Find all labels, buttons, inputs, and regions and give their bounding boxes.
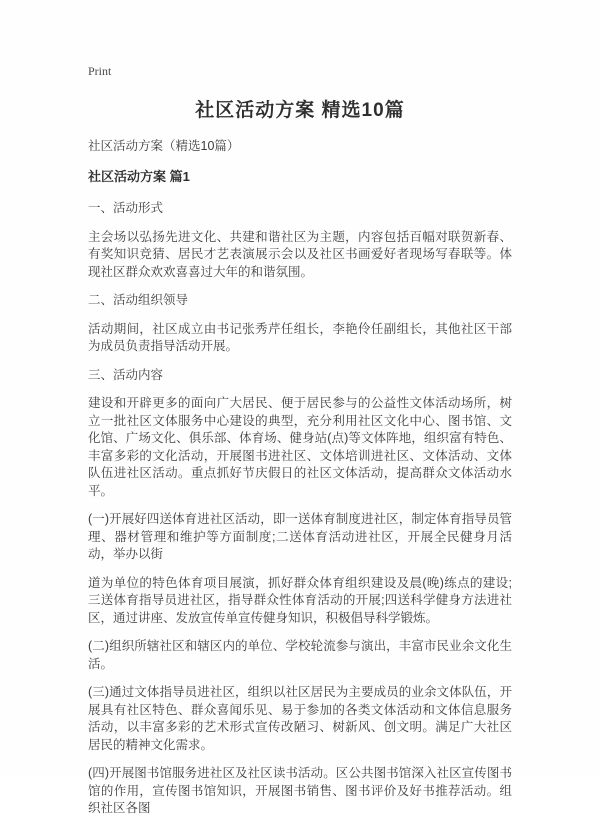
doc-subtitle: 社区活动方案（精选10篇） [88,139,240,153]
paragraph: (一)开展好四送体育进社区活动，即一送体育制度进社区，制定体育指导员管理、器材管理和维护等方面制度;二送体育活动进社区，开展全民健身月活动，举办以街 [88,512,512,561]
paragraph: 活动期间，社区成立由书记张秀芹任组长，李艳伶任副组长，其他社区干部为成员负责指导活动开展。 [88,321,512,353]
paragraph: (三)通过文体指导员进社区，组织以社区居民为主要成员的业余文体队伍，开展具有社区特色、群众喜闻乐见、易于参加的各类文体活动和文体信息服务活动，以丰富多彩的艺术形式宣传改陋习、树新风、创文明。满足广大社区居民的精神文化需求。 [88,685,512,752]
paragraph: 建设和开辟更多的面向广大居民、便于居民参与的公益性文体活动场所，树立一批社区文体服务中心建设的典型，充分利用社区文化中心、图书馆、文化馆、广场文化、俱乐部、体育场、健身站(点)等文体阵地，组织富有特色、丰富多彩的文化活动，开展图书进社区、文体培训进社区、文体活动、文体队伍进社区活动。重点抓好节庆假日的社区文体活动，提高群众文体活动水平。 [88,396,512,498]
article-section-title: 社区活动方案 篇1 [88,169,190,184]
paragraph: (四)开展图书馆服务进社区及社区读书活动。区公共图书馆深入社区宣传图书馆的作用，宣传图书馆知识，开展图书销售、图书评价及好书推荐活动。组织社区各图 [88,766,512,815]
print-link[interactable]: Print [88,64,112,78]
section-heading: 三、活动内容 [88,367,164,382]
article-body [88,200,512,818]
paragraph: (二)组织所辖社区和辖区内的单位、学校轮流参与演出，丰富市民业余文化生活。 [88,639,512,671]
paragraph: 道为单位的特色体育项目展演，抓好群众体育组织建设及晨(晚)练点的建设;三送体育指导员进社区，指导群众性体育活动的开展;四送科学健身方法进社区，通过讲座、发放宣传单宣传健身知识，积极倡导科学锻炼。 [88,575,512,625]
page-title: 社区活动方案 精选10篇 [195,100,405,121]
paragraph: 主会场以弘扬先进文化、共建和谐社区为主题，内容包括百幅对联贺新春、有奖知识竞猜、居民才艺表演展示会以及社区书画爱好者现场写春联等。体现社区群众欢欢喜喜过大年的和谐氛围。 [88,229,512,279]
section-heading: 一、活动形式 [88,201,164,215]
section-heading: 二、活动组织领导 [88,293,189,307]
